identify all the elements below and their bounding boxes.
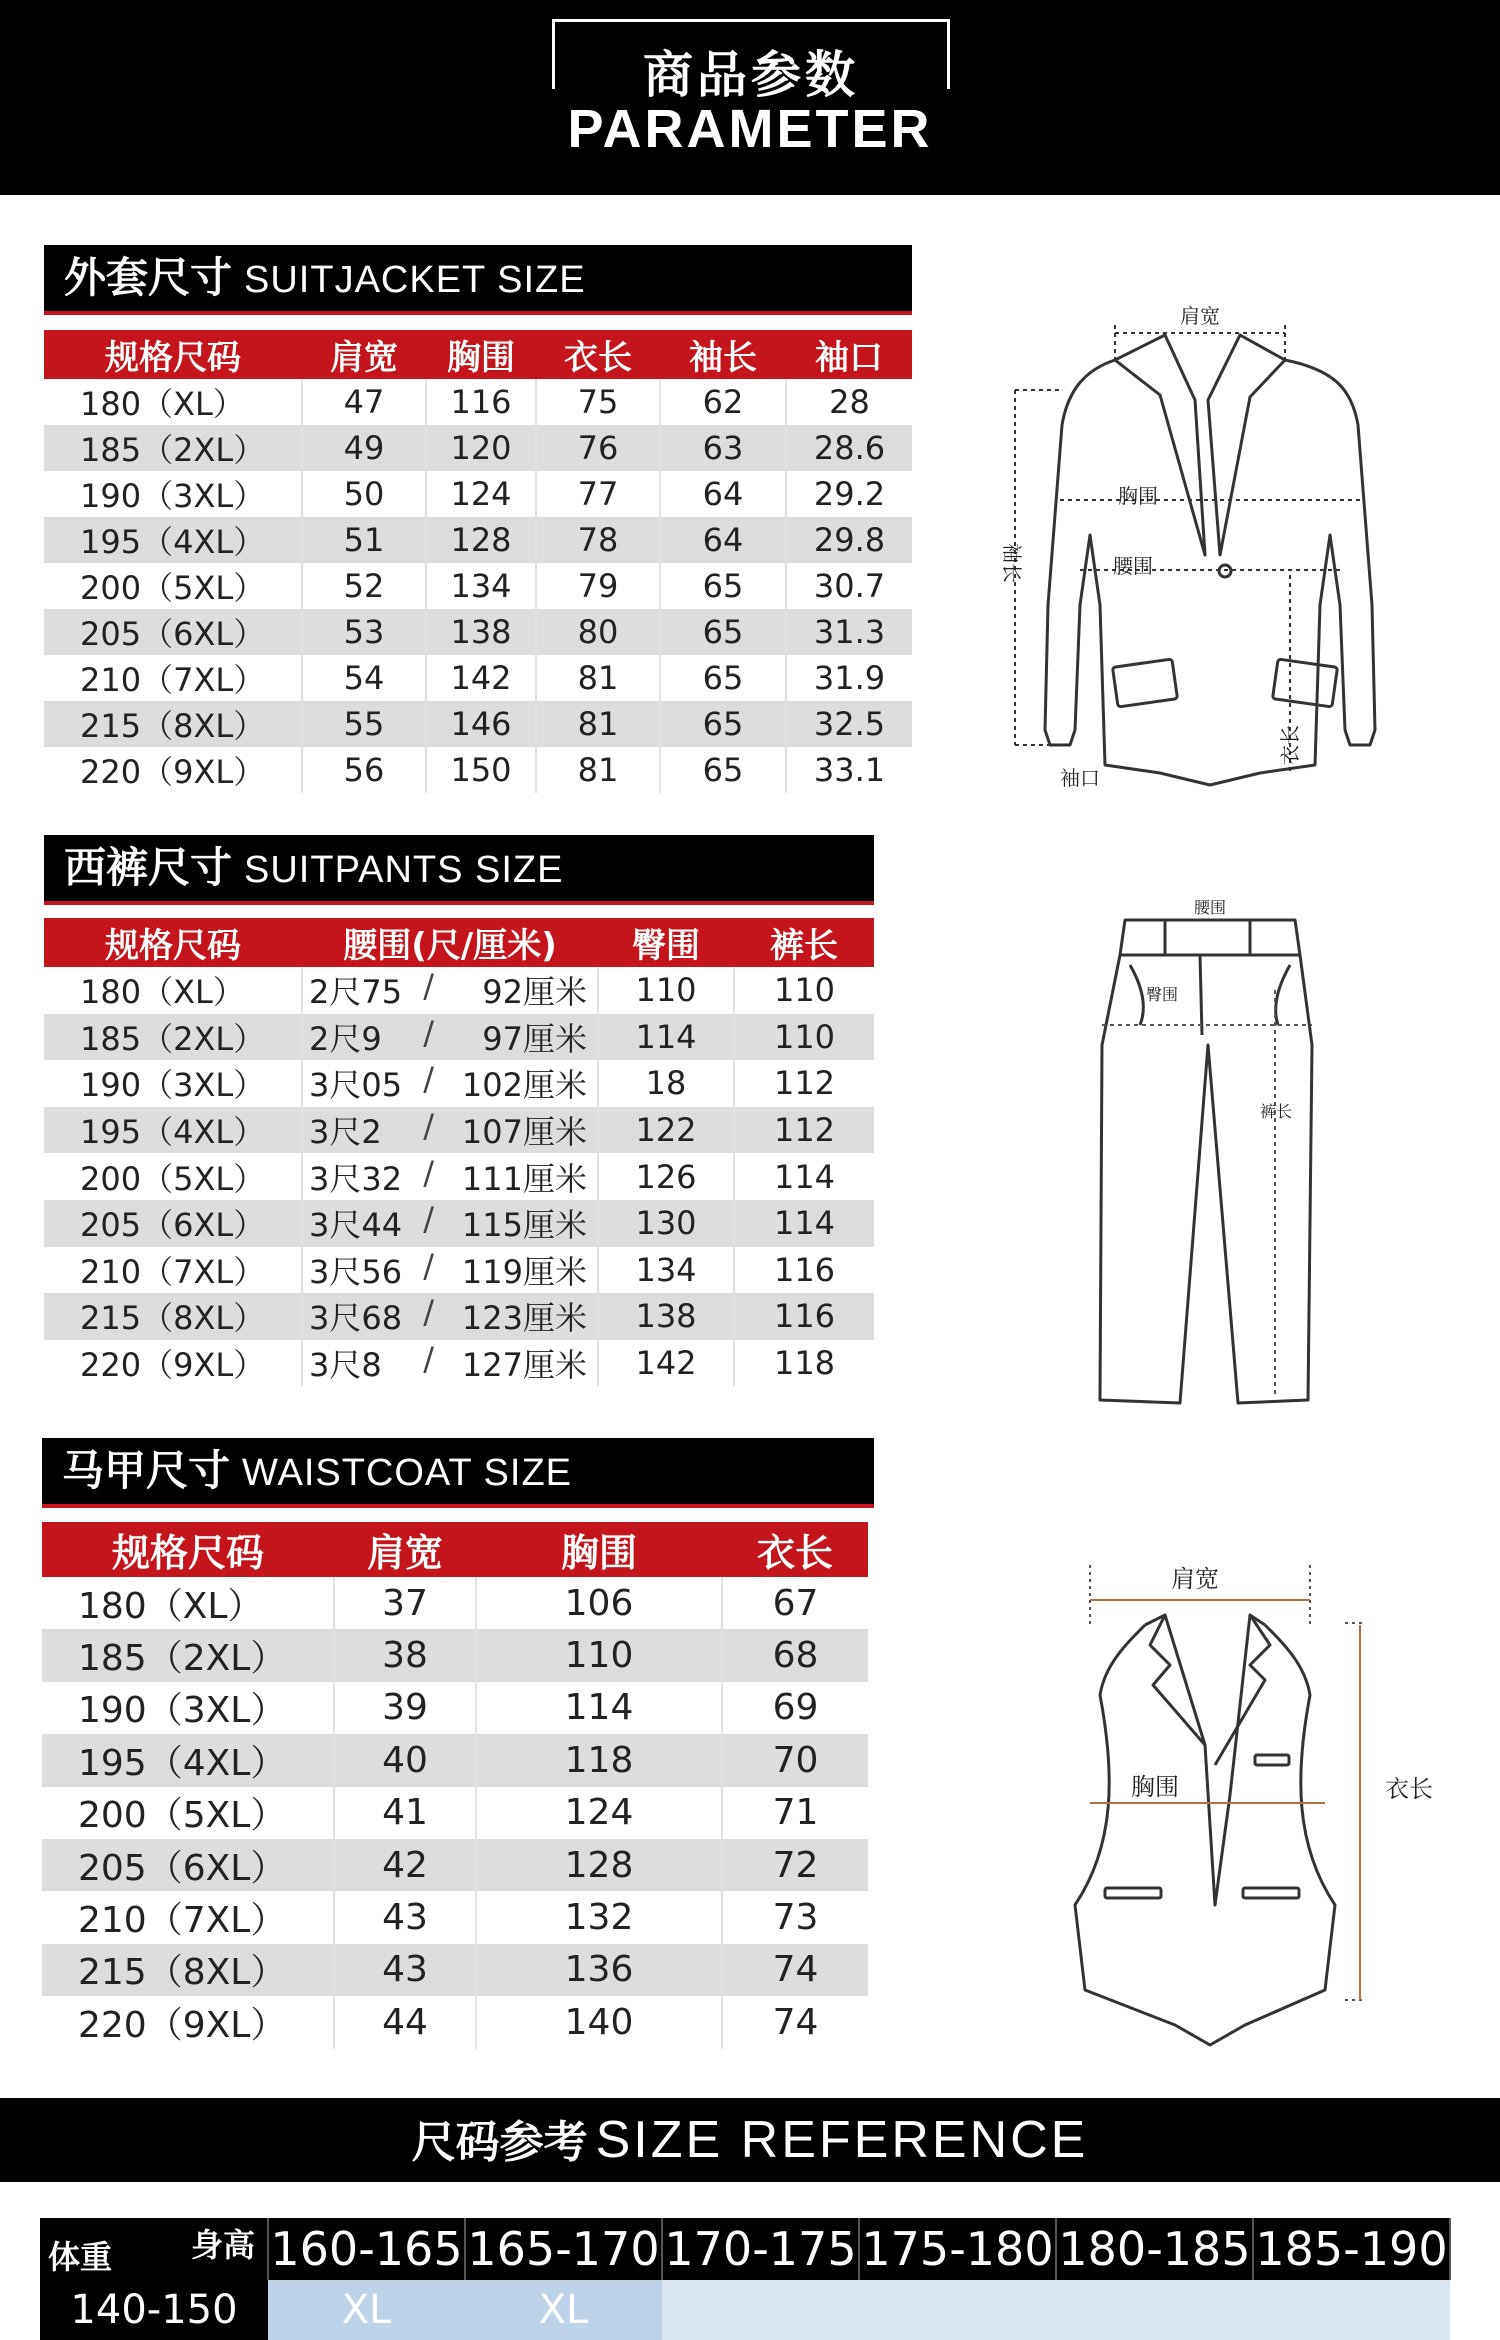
column-header: 胸围 — [476, 1522, 722, 1577]
separator-slash: / — [423, 1293, 434, 1332]
table-cell: 116 — [426, 379, 536, 425]
table-row — [44, 1200, 874, 1247]
separator-slash: / — [423, 1200, 434, 1239]
size-label-cell: 200（5XL） — [44, 563, 302, 609]
table-row — [42, 1996, 868, 2048]
table-cell: 116 — [734, 1247, 874, 1294]
size-label-cell: 190（3XL） — [44, 1060, 302, 1107]
table-cell: 65 — [660, 701, 786, 747]
jacket-label-shoulder: 肩宽 — [1180, 305, 1220, 328]
table-cell: 77 — [536, 471, 660, 517]
table-cell: 30.7 — [786, 563, 912, 609]
reference-header-row — [40, 2218, 1450, 2280]
pants-label-hip: 臀围 — [1145, 985, 1179, 1004]
size-label-cell: 210（7XL） — [44, 655, 302, 701]
table-cell: 31.9 — [786, 655, 912, 701]
table-cell: 3尺32 / — [302, 1153, 438, 1200]
table-cell: 65 — [660, 655, 786, 701]
jacket-diagram — [990, 305, 1420, 805]
table-cell: 55 — [302, 701, 426, 747]
table-header-row — [44, 918, 874, 967]
table-cell: 3尺68 / — [302, 1293, 438, 1340]
table-row — [44, 967, 874, 1014]
table-cell: 56 — [302, 747, 426, 793]
table-cell: 122 — [598, 1107, 734, 1154]
table-cell: 74 — [722, 1996, 868, 2048]
table-cell: 43 — [334, 1944, 476, 1996]
table-cell: 3尺44 / — [302, 1200, 438, 1247]
size-label-cell: 180（XL） — [44, 379, 302, 425]
table-cell: 18 — [598, 1060, 734, 1107]
table-cell: 127厘米 — [438, 1340, 598, 1387]
table-row — [44, 655, 912, 701]
vest-label-chest: 胸围 — [1131, 1773, 1179, 1801]
table-cell: 123厘米 — [438, 1293, 598, 1340]
table-row — [42, 1891, 868, 1943]
table-cell: 31.3 — [786, 609, 912, 655]
table-row — [44, 701, 912, 747]
jacket-label-waist: 腰围 — [1113, 554, 1153, 578]
reference-cell: XL — [465, 2280, 662, 2340]
table-row — [42, 1787, 868, 1839]
table-cell: 51 — [302, 517, 426, 563]
table-cell: 78 — [536, 517, 660, 563]
table-cell: 107厘米 — [438, 1107, 598, 1154]
table-cell: 64 — [660, 471, 786, 517]
table-cell: 39 — [334, 1682, 476, 1734]
column-header: 规格尺码 — [42, 1522, 334, 1577]
table-cell: 3尺2 / — [302, 1107, 438, 1154]
table-cell: 43 — [334, 1891, 476, 1943]
table-cell: 115厘米 — [438, 1200, 598, 1247]
table-cell: 119厘米 — [438, 1247, 598, 1294]
height-column-header: 170-175 — [662, 2218, 859, 2280]
separator-slash: / — [423, 1060, 434, 1099]
table-row — [44, 425, 912, 471]
height-column-header: 175-180 — [859, 2218, 1056, 2280]
jacket-title-en: SUITJACKET SIZE — [244, 259, 586, 301]
pants-title-cn: 西裤尺寸 — [64, 843, 233, 892]
reference-section-bar — [0, 2098, 1500, 2182]
column-header: 腰围(尺/厘米) — [302, 918, 598, 967]
size-label-cell: 190（3XL） — [44, 471, 302, 517]
reference-cell — [1056, 2280, 1253, 2340]
table-cell: 41 — [334, 1787, 476, 1839]
reference-title-en: SIZE REFERENCE — [595, 2111, 1089, 2169]
table-cell: 114 — [476, 1682, 722, 1734]
table-cell: 72 — [722, 1839, 868, 1891]
table-row — [44, 1060, 874, 1107]
table-cell: 68 — [722, 1629, 868, 1681]
table-row — [42, 1944, 868, 1996]
size-label-cell: 195（4XL） — [44, 1107, 302, 1154]
size-label-cell: 215（8XL） — [44, 701, 302, 747]
separator-slash: / — [423, 1340, 434, 1379]
table-cell: 40 — [334, 1734, 476, 1786]
table-cell: 38 — [334, 1629, 476, 1681]
table-cell: 111厘米 — [438, 1153, 598, 1200]
size-label-cell: 210（7XL） — [44, 1247, 302, 1294]
table-cell: 132 — [476, 1891, 722, 1943]
table-cell: 64 — [660, 517, 786, 563]
height-column-header: 180-185 — [1056, 2218, 1253, 2280]
column-header: 胸围 — [426, 330, 536, 379]
table-cell: 74 — [722, 1944, 868, 1996]
column-header: 臀围 — [598, 918, 734, 967]
table-cell: 138 — [426, 609, 536, 655]
table-cell: 114 — [734, 1153, 874, 1200]
table-cell: 126 — [598, 1153, 734, 1200]
table-row — [44, 1153, 874, 1200]
size-label-cell: 220（9XL） — [44, 1340, 302, 1387]
table-cell: 110 — [734, 1014, 874, 1061]
column-header: 衣长 — [722, 1522, 868, 1577]
table-cell: 110 — [734, 967, 874, 1014]
vest-title-cn: 马甲尺寸 — [62, 1446, 231, 1495]
vest-section-bar — [42, 1438, 874, 1508]
table-cell: 63 — [660, 425, 786, 471]
corner-weight-label: 体重 — [48, 2238, 113, 2276]
vest-label-shoulder: 肩宽 — [1171, 1565, 1219, 1593]
table-cell: 54 — [302, 655, 426, 701]
separator-slash: / — [423, 1153, 434, 1192]
table-cell: 92厘米 — [438, 967, 598, 1014]
table-row — [44, 379, 912, 425]
table-cell: 146 — [426, 701, 536, 747]
table-cell: 81 — [536, 701, 660, 747]
size-label-cell: 200（5XL） — [42, 1787, 334, 1839]
table-cell: 62 — [660, 379, 786, 425]
table-cell: 42 — [334, 1839, 476, 1891]
table-cell: 29.2 — [786, 471, 912, 517]
pants-diagram — [1090, 895, 1330, 1415]
table-cell: 142 — [598, 1340, 734, 1387]
table-cell: 136 — [476, 1944, 722, 1996]
column-header: 规格尺码 — [44, 918, 302, 967]
reference-cell — [859, 2280, 1056, 2340]
size-label-cell: 220（9XL） — [44, 747, 302, 793]
separator-slash: / — [423, 967, 434, 1006]
table-cell: 2尺75 / — [302, 967, 438, 1014]
table-cell: 75 — [536, 379, 660, 425]
table-row — [44, 1107, 874, 1154]
table-row — [44, 1247, 874, 1294]
table-row — [44, 563, 912, 609]
separator-slash: / — [423, 1013, 434, 1052]
table-cell: 97厘米 — [438, 1014, 598, 1061]
vest-diagram — [1055, 1545, 1455, 2065]
separator-slash: / — [423, 1246, 434, 1285]
jacket-label-chest: 胸围 — [1118, 484, 1158, 508]
table-cell: 112 — [734, 1107, 874, 1154]
table-header-row — [42, 1522, 868, 1577]
table-cell: 142 — [426, 655, 536, 701]
table-cell: 33.1 — [786, 747, 912, 793]
reference-title-cn: 尺码参考 — [411, 2117, 588, 2168]
table-cell: 80 — [536, 609, 660, 655]
table-cell: 3尺56 / — [302, 1247, 438, 1294]
table-cell: 114 — [734, 1200, 874, 1247]
table-cell: 52 — [302, 563, 426, 609]
table-cell: 53 — [302, 609, 426, 655]
table-row — [40, 2280, 1450, 2340]
table-cell: 65 — [660, 609, 786, 655]
size-label-cell: 215（8XL） — [42, 1944, 334, 1996]
jacket-label-cuff: 袖口 — [1060, 766, 1100, 790]
size-label-cell: 215（8XL） — [44, 1293, 302, 1340]
size-label-cell: 180（XL） — [42, 1577, 334, 1629]
size-label-cell: 205（6XL） — [44, 1200, 302, 1247]
table-cell: 134 — [598, 1247, 734, 1294]
table-cell: 130 — [598, 1200, 734, 1247]
jacket-label-length: 衣长 — [1278, 725, 1302, 765]
reference-cell — [1253, 2280, 1450, 2340]
table-cell: 81 — [536, 655, 660, 701]
column-header: 规格尺码 — [44, 330, 302, 379]
table-cell: 73 — [722, 1891, 868, 1943]
table-cell: 69 — [722, 1682, 868, 1734]
table-cell: 116 — [734, 1293, 874, 1340]
table-cell: 70 — [722, 1734, 868, 1786]
table-cell: 65 — [660, 563, 786, 609]
table-cell: 124 — [476, 1787, 722, 1839]
height-column-header: 165-170 — [465, 2218, 662, 2280]
pants-title-en: SUITPANTS SIZE — [244, 849, 564, 891]
table-cell: 124 — [426, 471, 536, 517]
table-row — [42, 1629, 868, 1681]
table-cell: 49 — [302, 425, 426, 471]
table-cell: 128 — [476, 1839, 722, 1891]
table-cell: 28.6 — [786, 425, 912, 471]
column-header: 袖口 — [786, 330, 912, 379]
table-cell: 50 — [302, 471, 426, 517]
table-cell: 28 — [786, 379, 912, 425]
table-cell: 118 — [476, 1734, 722, 1786]
table-row — [42, 1734, 868, 1786]
table-cell: 128 — [426, 517, 536, 563]
size-label-cell: 195（4XL） — [42, 1734, 334, 1786]
table-row — [44, 1014, 874, 1061]
pants-label-length: 裤长 — [1259, 1102, 1293, 1121]
table-row — [44, 747, 912, 793]
reference-cell — [662, 2280, 859, 2340]
table-cell: 32.5 — [786, 701, 912, 747]
separator-slash: / — [423, 1107, 434, 1146]
size-label-cell: 185（2XL） — [44, 1014, 302, 1061]
table-cell: 29.8 — [786, 517, 912, 563]
reference-cell: XL — [268, 2280, 465, 2340]
table-cell: 47 — [302, 379, 426, 425]
column-header: 衣长 — [536, 330, 660, 379]
table-cell: 102厘米 — [438, 1060, 598, 1107]
height-column-header: 160-165 — [268, 2218, 465, 2280]
table-row — [44, 1340, 874, 1387]
size-label-cell: 190（3XL） — [42, 1682, 334, 1734]
table-cell: 110 — [476, 1629, 722, 1681]
column-header: 肩宽 — [334, 1522, 476, 1577]
size-label-cell: 185（2XL） — [42, 1629, 334, 1681]
table-cell: 134 — [426, 563, 536, 609]
size-label-cell: 180（XL） — [44, 967, 302, 1014]
table-cell: 110 — [598, 967, 734, 1014]
table-row — [42, 1577, 868, 1629]
vest-size-table — [42, 1522, 868, 2049]
table-cell: 37 — [334, 1577, 476, 1629]
table-cell: 67 — [722, 1577, 868, 1629]
column-header: 裤长 — [734, 918, 874, 967]
table-cell: 76 — [536, 425, 660, 471]
table-cell: 150 — [426, 747, 536, 793]
table-cell: 44 — [334, 1996, 476, 2048]
table-cell: 106 — [476, 1577, 722, 1629]
size-label-cell: 210（7XL） — [42, 1891, 334, 1943]
jacket-title-cn: 外套尺寸 — [64, 253, 233, 302]
size-label-cell: 185（2XL） — [44, 425, 302, 471]
size-label-cell: 195（4XL） — [44, 517, 302, 563]
table-cell: 140 — [476, 1996, 722, 2048]
table-cell: 71 — [722, 1787, 868, 1839]
pants-label-waist: 腰围 — [1193, 898, 1227, 917]
table-header-row — [44, 330, 912, 379]
table-cell: 65 — [660, 747, 786, 793]
table-cell: 3尺05 / — [302, 1060, 438, 1107]
weight-row-header: 140-150 — [40, 2280, 268, 2340]
reference-corner-cell — [40, 2218, 268, 2280]
jacket-label-sleeve: 袖长 — [1000, 543, 1024, 583]
size-label-cell: 200（5XL） — [44, 1153, 302, 1200]
pants-section-bar — [44, 835, 874, 905]
table-row — [42, 1682, 868, 1734]
table-row — [44, 1293, 874, 1340]
table-cell: 79 — [536, 563, 660, 609]
table-cell: 114 — [598, 1014, 734, 1061]
header-title-cn: 商品参数 — [552, 40, 950, 110]
table-cell: 81 — [536, 747, 660, 793]
column-header: 肩宽 — [302, 330, 426, 379]
size-label-cell: 220（9XL） — [42, 1996, 334, 2048]
table-cell: 112 — [734, 1060, 874, 1107]
vest-title-en: WAISTCOAT SIZE — [242, 1452, 573, 1494]
table-row — [44, 609, 912, 655]
vest-label-length: 衣长 — [1385, 1775, 1433, 1803]
height-column-header: 185-190 — [1253, 2218, 1450, 2280]
column-header: 袖长 — [660, 330, 786, 379]
corner-height-label: 身高 — [190, 2226, 255, 2264]
table-cell: 3尺8 / — [302, 1340, 438, 1387]
table-cell: 118 — [734, 1340, 874, 1387]
jacket-size-table — [44, 330, 912, 793]
pants-size-table — [44, 918, 874, 1386]
table-cell: 138 — [598, 1293, 734, 1340]
table-cell: 120 — [426, 425, 536, 471]
table-cell: 2尺9 / — [302, 1014, 438, 1061]
size-label-cell: 205（6XL） — [42, 1839, 334, 1891]
header-title-en: PARAMETER — [567, 99, 933, 159]
table-row — [44, 471, 912, 517]
table-row — [42, 1839, 868, 1891]
jacket-section-bar — [44, 245, 912, 315]
size-label-cell: 205（6XL） — [44, 609, 302, 655]
table-row — [44, 517, 912, 563]
